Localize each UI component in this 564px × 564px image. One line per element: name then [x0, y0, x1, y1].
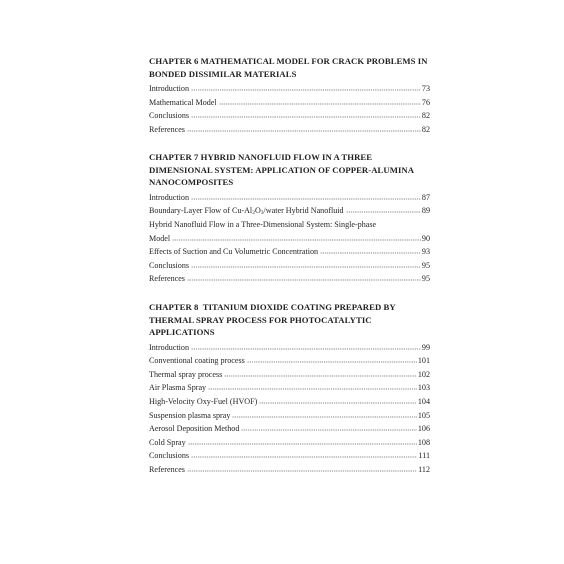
subscript: 3 [260, 210, 264, 217]
entry-label [149, 204, 345, 218]
entry-label: High-Velocity Oxy-Fuel (HVOF) [149, 396, 258, 406]
entry-label: Conclusions [149, 451, 190, 461]
entry-label-line: Hybrid Nanofluid Flow in a Three-Dimensional System: Single-phase [149, 220, 377, 230]
entry-label: Cold Spray [149, 437, 186, 447]
dot-leader [241, 423, 416, 432]
toc-entry [149, 463, 430, 477]
entry-label: References [149, 124, 185, 134]
dot-leader [187, 464, 417, 473]
entry-label-part: Boundary-Layer Flow of Cu-Al [149, 206, 253, 216]
page-number: 106 [417, 424, 430, 434]
dot-leader [320, 246, 421, 255]
page-number: 105 [417, 410, 430, 420]
toc-entry [149, 272, 430, 286]
toc-entry [149, 218, 430, 245]
toc-entry [149, 381, 430, 395]
toc-entry [149, 368, 430, 382]
page-number: 104 [417, 396, 430, 406]
toc-entry [149, 191, 430, 205]
chapter-7 [149, 151, 430, 286]
page-number: 101 [417, 356, 430, 366]
page-number: 73 [421, 84, 430, 93]
chapter-title: CHAPTER 7 HYBRID NANOFLUID FLOW IN A THREE DIMENSIONAL SYSTEM: APPLICATION OF COPPER-ALUMINA NANOCOMPOSITES [149, 152, 414, 188]
entry-label: Thermal spray process [149, 369, 223, 379]
entry-label: Introduction [149, 192, 190, 202]
toc-entry [149, 449, 430, 463]
entry-label: Effects of Suction and Cu Volumetric Concentration [149, 247, 319, 257]
dot-leader [191, 83, 421, 92]
entry-label-part: O [254, 206, 261, 216]
dot-leader [191, 260, 421, 269]
dot-leader [191, 110, 421, 119]
dot-leader [259, 396, 417, 405]
table-of-contents [149, 55, 430, 476]
page-number: 103 [417, 383, 430, 393]
chapter-8 [149, 301, 430, 476]
entry-label: References [149, 274, 185, 284]
toc-entry [149, 109, 430, 123]
entry-label: References [149, 464, 185, 474]
page-number: 82 [421, 124, 430, 134]
entry-label-part: /water Hybrid Nanofluid [263, 206, 344, 216]
page-number: 89 [421, 206, 430, 216]
toc-entry [149, 123, 430, 137]
toc-entry [149, 259, 430, 273]
dot-leader [224, 369, 417, 378]
dot-leader [191, 192, 421, 201]
chapter-6 [149, 55, 430, 136]
entry-label: Conclusions [149, 111, 190, 121]
chapter-title: CHAPTER 8 TITANIUM DIOXIDE COATING PREPARED BY THERMAL SPRAY PROCESS FOR PHOTOCATALYTIC APPLICATIONS [149, 302, 398, 338]
toc-entry [149, 96, 430, 110]
page-number: 108 [417, 437, 430, 447]
page-number: 111 [418, 451, 430, 461]
toc-entry [149, 395, 430, 409]
entry-label: Aerosol Deposition Method [149, 424, 240, 434]
toc-entry [149, 436, 430, 450]
entry-label: Conclusions [149, 260, 190, 270]
page-number: 95 [421, 260, 430, 270]
toc-entry [149, 354, 430, 368]
toc-entry [149, 341, 430, 355]
toc-entry [149, 409, 430, 423]
page-number: 112 [418, 464, 430, 474]
entry-label: Air Plasma Spray [149, 383, 207, 393]
dot-leader [208, 382, 417, 391]
entry-label: Suspension plasma spray [149, 410, 231, 420]
dot-leader [188, 437, 417, 446]
chapter-title: CHAPTER 6 MATHEMATICAL MODEL FOR CRACK PROBLEMS IN BONDED DISSIMILAR MATERIALS [149, 56, 428, 79]
toc-entry [149, 245, 430, 259]
dot-leader [232, 410, 416, 419]
dot-leader [191, 342, 421, 351]
toc-entry [149, 422, 430, 436]
page-number: 90 [421, 233, 430, 243]
entry-label: Model [149, 233, 171, 243]
entry-label: Introduction [149, 342, 190, 352]
page-number: 93 [421, 247, 430, 257]
page-number: 95 [421, 274, 430, 284]
page-number: 82 [421, 111, 430, 121]
entry-label: Introduction [149, 84, 190, 93]
dot-leader [191, 450, 417, 459]
dot-leader [187, 273, 421, 282]
dot-leader [247, 355, 417, 364]
entry-label: Conventional coating process [149, 356, 245, 366]
dot-leader [346, 205, 421, 214]
page-number: 99 [421, 342, 430, 352]
toc-entry [149, 82, 430, 96]
dot-leader [172, 233, 421, 242]
dot-leader [187, 124, 421, 133]
page-number: 76 [421, 97, 430, 107]
page-number: 102 [417, 369, 430, 379]
toc-entry [149, 204, 430, 218]
entry-label: Mathematical Model [149, 97, 217, 107]
dot-leader [219, 97, 421, 106]
entry-continuation [149, 232, 430, 246]
subscript: 2 [252, 210, 255, 217]
page-number: 87 [421, 192, 430, 202]
